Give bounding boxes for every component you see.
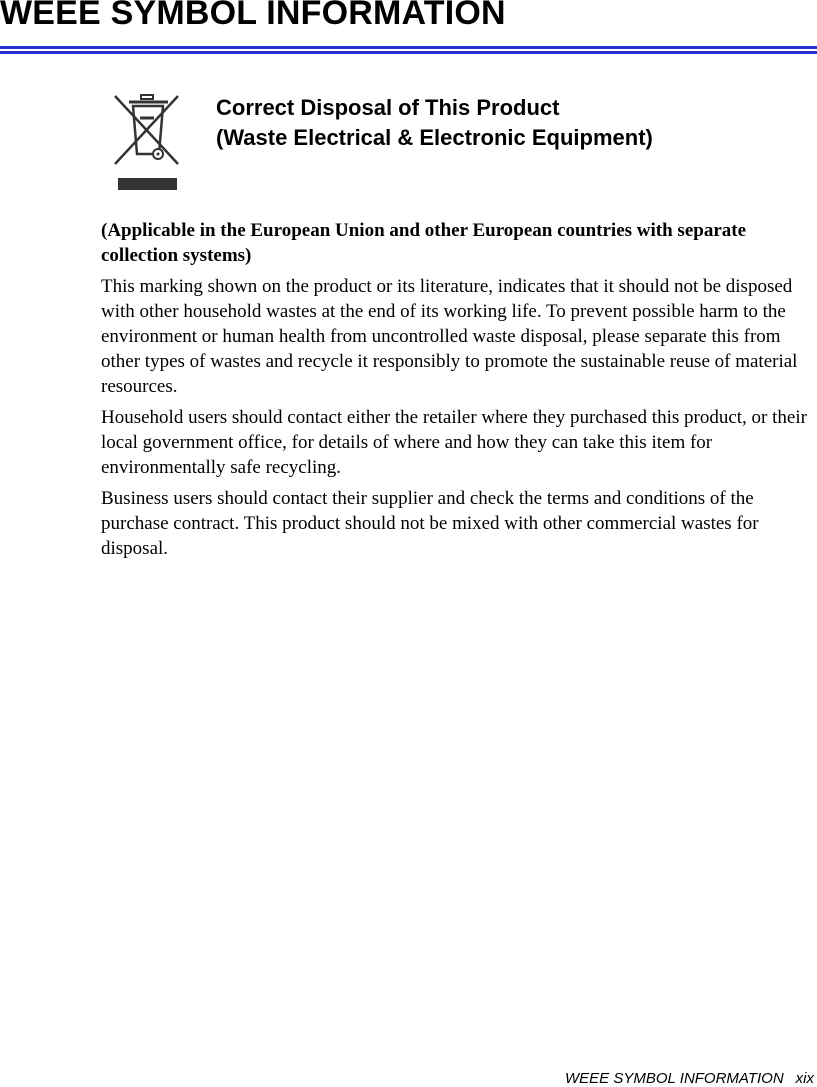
disposal-heading-line2: (Waste Electrical & Electronic Equipment) xyxy=(216,125,653,150)
header-rule-thick xyxy=(0,46,817,49)
footer-section-title: WEEE SYMBOL INFORMATION xyxy=(565,1070,784,1087)
weee-body xyxy=(101,218,817,567)
paragraph-household-users: Household users should contact either the retailer where they purchased this product, or their local government office, for details of where and how they can take this item for environmentally safe recycling. xyxy=(101,407,807,478)
crossed-out-wheelie-bin-icon xyxy=(110,92,182,192)
disposal-heading xyxy=(216,93,653,153)
paragraph-marking: This marking shown on the product or its literature, indicates that it should not be disposed with other household wastes at the end of its working life. To prevent possible harm to the environment or human health from uncontrolled waste disposal, please separate this from other types of wastes and recycle it responsibly to promote the sustainable reuse of material resources. xyxy=(101,276,798,397)
header-rule-thin xyxy=(0,51,817,54)
page-footer xyxy=(565,1070,814,1087)
applicable-note: (Applicable in the European Union and other European countries with separate collection systems) xyxy=(101,220,747,266)
paragraph-business-users: Business users should contact their supplier and check the terms and conditions of the purchase contract. This product should not be mixed with other commercial wastes for disposal. xyxy=(101,488,759,559)
disposal-heading-line1: Correct Disposal of This Product xyxy=(216,95,560,120)
footer-page-number: xix xyxy=(795,1070,814,1087)
page-title: WEEE SYMBOL INFORMATION xyxy=(0,0,506,32)
